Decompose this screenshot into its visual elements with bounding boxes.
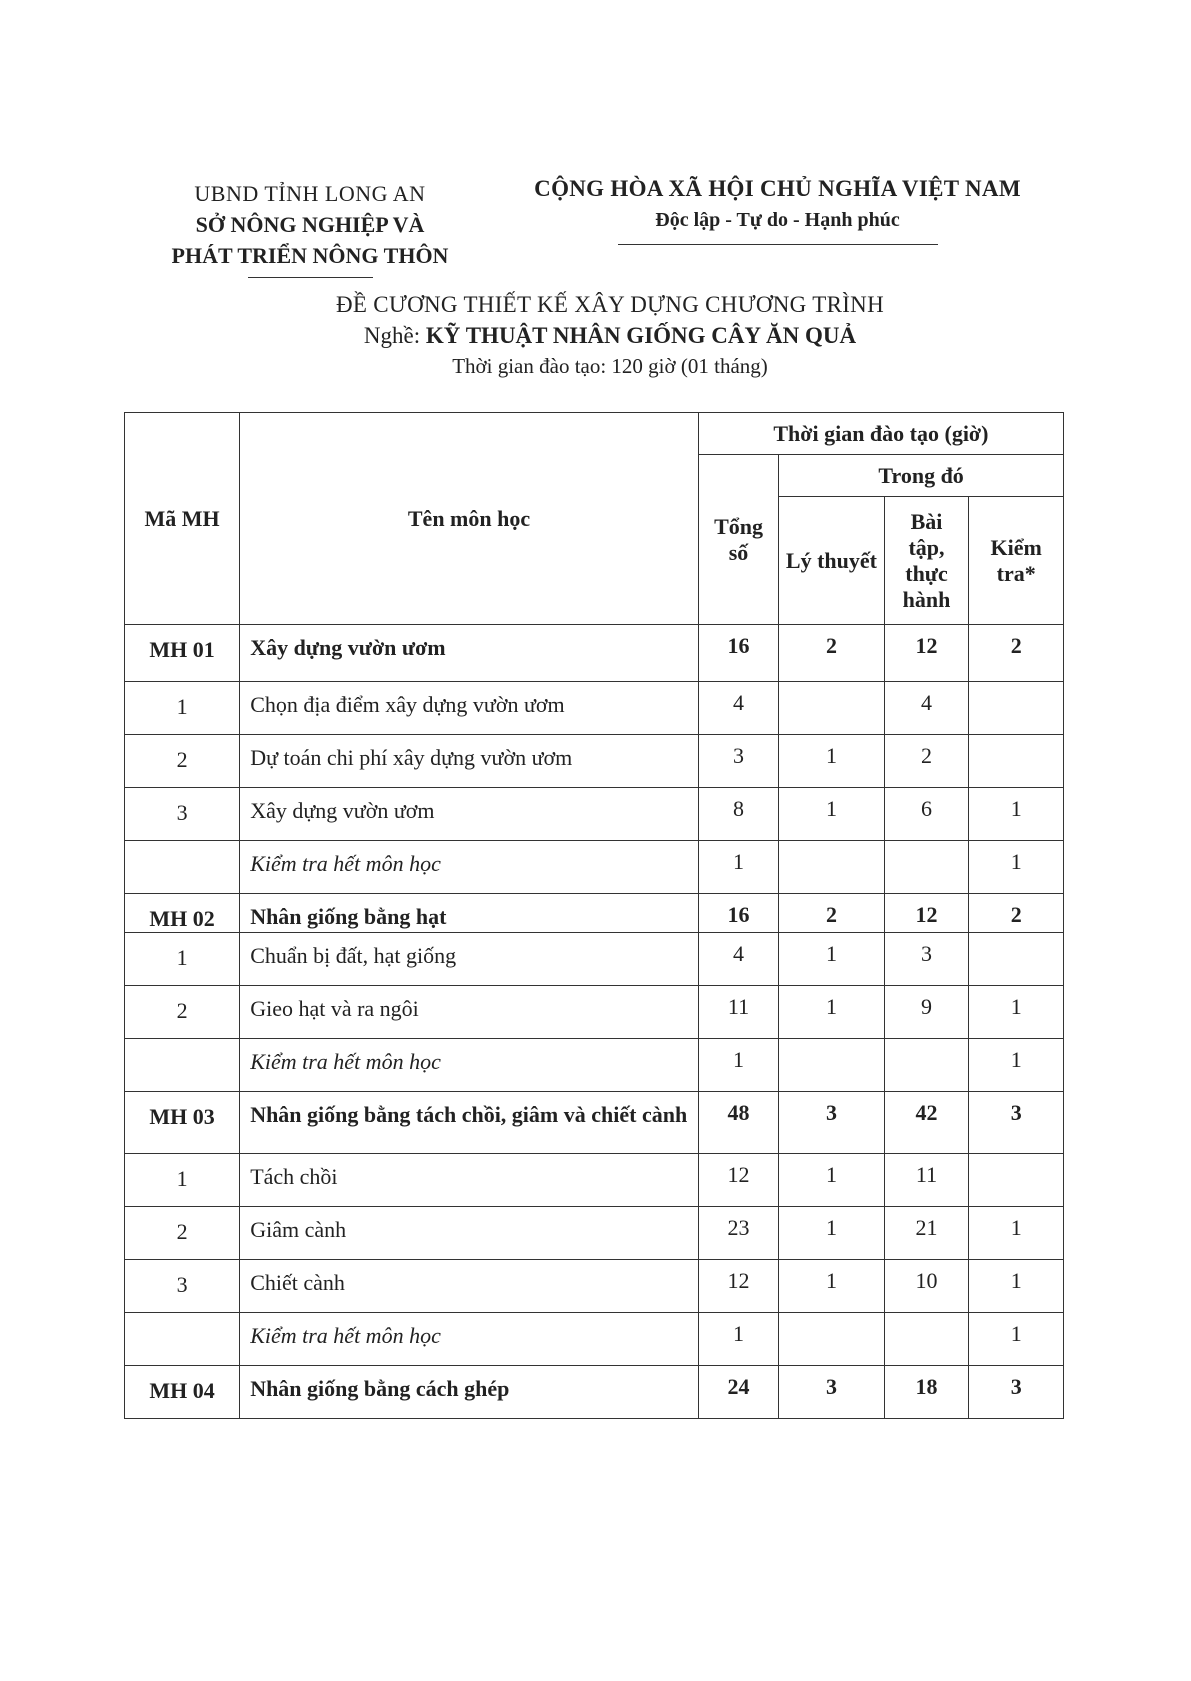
- cell-theory: 3: [779, 1092, 884, 1154]
- table-row: [125, 986, 1064, 1039]
- cell-theory: 1: [779, 788, 884, 841]
- cell-code: 2: [125, 986, 240, 1039]
- cell-code: MH 04: [125, 1366, 240, 1419]
- profession-name: KỸ THUẬT NHÂN GIỐNG CÂY ĂN QUẢ: [425, 323, 857, 348]
- table-row: [125, 1366, 1064, 1419]
- training-duration: Thời gian đào tạo: 120 giờ (01 tháng): [452, 354, 768, 378]
- cell-theory: 3: [779, 1366, 884, 1419]
- agency-line-3: PHÁT TRIỂN NÔNG THÔN: [171, 243, 449, 268]
- cell-code: 1: [125, 682, 240, 735]
- national-motto-header: [505, 172, 1050, 245]
- cell-theory: 1: [779, 735, 884, 788]
- cell-practice: 12: [884, 894, 969, 933]
- cell-exam: 1: [969, 788, 1064, 841]
- cell-theory: 2: [779, 625, 884, 682]
- cell-total: 3: [698, 735, 778, 788]
- cell-practice: 4: [884, 682, 969, 735]
- cell-theory: 1: [779, 1154, 884, 1207]
- agency-line-1: UBND TỈNH LONG AN: [194, 181, 426, 206]
- cell-name: Chiết cành: [240, 1260, 699, 1313]
- country-name: CỘNG HÒA XÃ HỘI CHỦ NGHĨA VIỆT NAM: [534, 176, 1021, 201]
- cell-practice: 21: [884, 1207, 969, 1260]
- cell-total: 12: [698, 1260, 778, 1313]
- document-title: [180, 290, 1040, 381]
- table-row: [125, 735, 1064, 788]
- cell-total: 4: [698, 933, 778, 986]
- cell-practice: 18: [884, 1366, 969, 1419]
- cell-practice: 3: [884, 933, 969, 986]
- cell-exam: [969, 1154, 1064, 1207]
- curriculum-table: [124, 412, 1064, 1419]
- cell-name: Nhân giống bằng cách ghép: [240, 1366, 699, 1419]
- cell-total: 11: [698, 986, 778, 1039]
- table-row: [125, 682, 1064, 735]
- issuing-agency-header: [140, 178, 480, 278]
- cell-total: 1: [698, 1039, 778, 1092]
- cell-name: Chọn địa điểm xây dựng vườn ươm: [240, 682, 699, 735]
- cell-total: 1: [698, 841, 778, 894]
- cell-name: Kiểm tra hết môn học: [240, 1039, 699, 1092]
- cell-exam: 1: [969, 986, 1064, 1039]
- cell-name: Kiểm tra hết môn học: [240, 1313, 699, 1366]
- cell-code: 2: [125, 735, 240, 788]
- cell-code: 1: [125, 933, 240, 986]
- cell-practice: 9: [884, 986, 969, 1039]
- cell-practice: 10: [884, 1260, 969, 1313]
- cell-total: 23: [698, 1207, 778, 1260]
- cell-theory: 1: [779, 1260, 884, 1313]
- table-row: [125, 1313, 1064, 1366]
- cell-name: Nhân giống bằng tách chồi, giâm và chiết cành: [240, 1092, 699, 1154]
- header-of-which: Trong đó: [779, 455, 1064, 497]
- agency-underline: [248, 277, 373, 278]
- cell-name: Tách chồi: [240, 1154, 699, 1207]
- cell-name: Gieo hạt và ra ngôi: [240, 986, 699, 1039]
- cell-theory: [779, 841, 884, 894]
- cell-total: 12: [698, 1154, 778, 1207]
- cell-code: MH 02: [125, 894, 240, 933]
- table-row: [125, 625, 1064, 682]
- cell-theory: [779, 682, 884, 735]
- cell-exam: 1: [969, 841, 1064, 894]
- cell-total: 24: [698, 1366, 778, 1419]
- cell-exam: [969, 735, 1064, 788]
- header-name: Tên môn học: [240, 413, 699, 625]
- cell-practice: 2: [884, 735, 969, 788]
- cell-name: Chuẩn bị đất, hạt giống: [240, 933, 699, 986]
- cell-exam: 3: [969, 1366, 1064, 1419]
- table-row: [125, 1092, 1064, 1154]
- cell-exam: 1: [969, 1039, 1064, 1092]
- cell-practice: 12: [884, 625, 969, 682]
- header-theory: Lý thuyết: [779, 497, 884, 625]
- cell-total: 48: [698, 1092, 778, 1154]
- cell-exam: 1: [969, 1313, 1064, 1366]
- table-row: [125, 788, 1064, 841]
- table-row: [125, 1207, 1064, 1260]
- cell-practice: [884, 1313, 969, 1366]
- cell-exam: 2: [969, 625, 1064, 682]
- motto: Độc lập - Tự do - Hạnh phúc: [655, 209, 900, 231]
- title-line-1: ĐỀ CƯƠNG THIẾT KẾ XÂY DỰNG CHƯƠNG TRÌNH: [336, 292, 884, 317]
- agency-line-2: SỞ NÔNG NGHIỆP VÀ: [195, 212, 425, 237]
- cell-code: [125, 1039, 240, 1092]
- header-code: Mã MH: [125, 413, 240, 625]
- cell-code: MH 03: [125, 1092, 240, 1154]
- cell-exam: 1: [969, 1260, 1064, 1313]
- cell-practice: [884, 1039, 969, 1092]
- cell-code: 1: [125, 1154, 240, 1207]
- cell-total: 8: [698, 788, 778, 841]
- cell-total: 1: [698, 1313, 778, 1366]
- cell-total: 16: [698, 894, 778, 933]
- header-time-group: Thời gian đào tạo (giờ): [698, 413, 1063, 455]
- cell-name: Kiểm tra hết môn học: [240, 841, 699, 894]
- profession-label: Nghề:: [363, 323, 426, 348]
- cell-exam: 2: [969, 894, 1064, 933]
- cell-code: MH 01: [125, 625, 240, 682]
- cell-total: 16: [698, 625, 778, 682]
- cell-exam: 3: [969, 1092, 1064, 1154]
- cell-exam: [969, 682, 1064, 735]
- title-line-2: [180, 320, 1040, 351]
- table-row: [125, 933, 1064, 986]
- cell-theory: 1: [779, 986, 884, 1039]
- table-row: [125, 1154, 1064, 1207]
- cell-practice: 11: [884, 1154, 969, 1207]
- table-row: [125, 1039, 1064, 1092]
- cell-theory: [779, 1313, 884, 1366]
- motto-underline: [618, 244, 938, 245]
- cell-name: Xây dựng vườn ươm: [240, 788, 699, 841]
- cell-total: 4: [698, 682, 778, 735]
- cell-name: Nhân giống bằng hạt: [240, 894, 699, 933]
- table-row: [125, 1260, 1064, 1313]
- cell-practice: 42: [884, 1092, 969, 1154]
- header-total: Tổng số: [698, 455, 778, 625]
- table-row: [125, 894, 1064, 933]
- cell-theory: 1: [779, 933, 884, 986]
- cell-name: Xây dựng vườn ươm: [240, 625, 699, 682]
- cell-code: 2: [125, 1207, 240, 1260]
- header-practice: Bài tập, thực hành: [884, 497, 969, 625]
- cell-theory: 2: [779, 894, 884, 933]
- cell-code: 3: [125, 788, 240, 841]
- header-exam: Kiểm tra*: [969, 497, 1064, 625]
- cell-theory: 1: [779, 1207, 884, 1260]
- cell-exam: [969, 933, 1064, 986]
- cell-name: Giâm cành: [240, 1207, 699, 1260]
- cell-practice: 6: [884, 788, 969, 841]
- cell-code: 3: [125, 1260, 240, 1313]
- table-header-row-1: [125, 413, 1064, 455]
- cell-name: Dự toán chi phí xây dựng vườn ươm: [240, 735, 699, 788]
- cell-theory: [779, 1039, 884, 1092]
- table-row: [125, 841, 1064, 894]
- cell-practice: [884, 841, 969, 894]
- cell-code: [125, 841, 240, 894]
- cell-code: [125, 1313, 240, 1366]
- cell-exam: 1: [969, 1207, 1064, 1260]
